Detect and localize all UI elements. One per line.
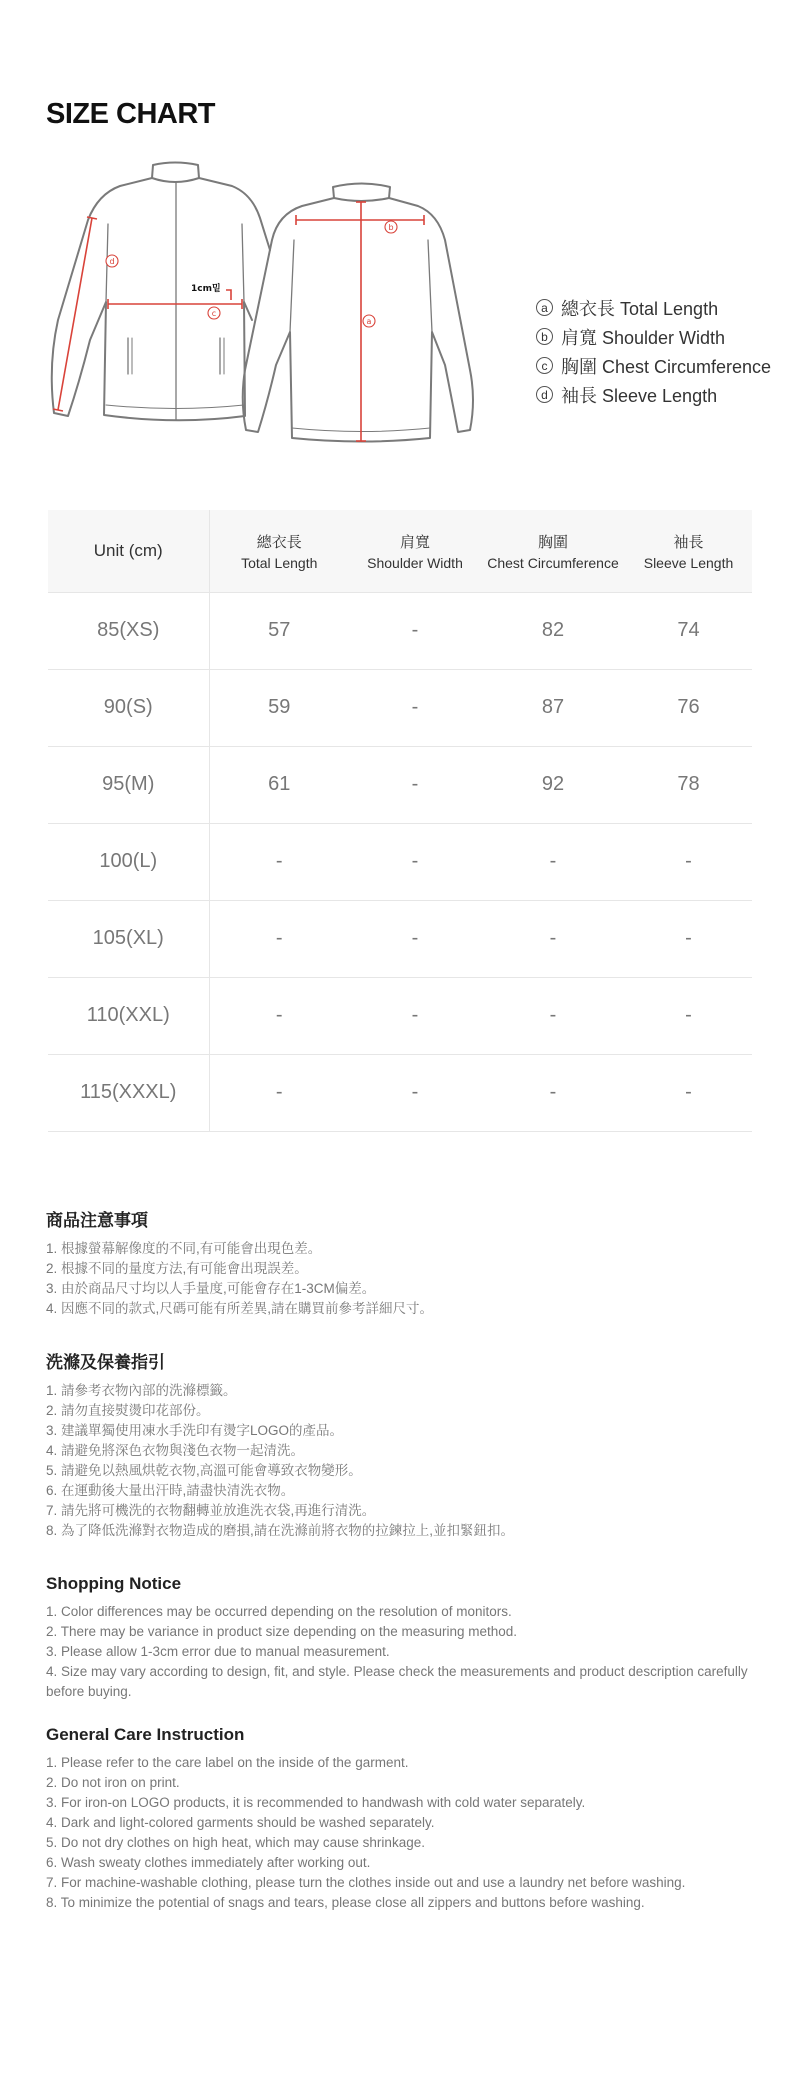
value-cell: -: [481, 977, 625, 1054]
table-row: [48, 977, 752, 1054]
value-cell: -: [349, 823, 481, 900]
value-cell: 92: [481, 746, 625, 823]
value-cell: 82: [481, 592, 625, 669]
list-item: 1. Color differences may be occurred depending on the resolution of monitors.: [46, 1604, 512, 1619]
section-title: 洗滌及保養指引: [46, 1353, 165, 1372]
value-cell: -: [625, 823, 752, 900]
legend-label: 肩寬 Shoulder Width: [561, 327, 726, 348]
value-cell: 57: [209, 592, 349, 669]
value-cell: 59: [209, 669, 349, 746]
value-cell: -: [349, 746, 481, 823]
legend-label: 袖長 Sleeve Length: [561, 385, 718, 406]
value-cell: -: [481, 1054, 625, 1131]
column-header-sleeve-length: 袖長 Sleeve Length: [625, 510, 752, 592]
legend-mark-c: c: [536, 357, 553, 374]
value-cell: 76: [625, 669, 752, 746]
legend-item-sleeve: [536, 380, 771, 409]
list-item: 4. 請避免將深色衣物與淺色衣物一起清洗。: [46, 1443, 305, 1458]
value-cell: -: [349, 592, 481, 669]
back-jacket-outline: [243, 184, 473, 442]
column-header-total-length: 總衣長 Total Length: [209, 510, 349, 592]
list-item: 4. Size may vary according to design, fit, and style. Please check the measurements and product description carefully before buying.: [46, 1664, 748, 1699]
value-cell: -: [625, 900, 752, 977]
list-item: 3. Please allow 1-3cm error due to manual measurement.: [46, 1644, 390, 1659]
list-item: 6. 在運動後大量出汗時,請盡快清洗衣物。: [46, 1483, 295, 1498]
svg-text:a: a: [366, 317, 372, 326]
value-cell: -: [481, 900, 625, 977]
value-cell: 61: [209, 746, 349, 823]
general-care-section: [46, 1725, 756, 1913]
value-cell: 87: [481, 669, 625, 746]
jacket-diagram: [40, 160, 500, 450]
section-title: Shopping Notice: [46, 1574, 182, 1593]
legend-mark-b: b: [536, 328, 553, 345]
shopping-notice-section: [46, 1574, 756, 1702]
list-item: 3. For iron-on LOGO products, it is recommended to handwash with cold water separately.: [46, 1795, 586, 1810]
list-item: 8. 為了降低洗滌對衣物造成的磨損,請在洗滌前將衣物的拉鍊拉上,並扣緊鈕扣。: [46, 1523, 515, 1538]
svg-text:d: d: [109, 257, 115, 266]
list-item: 5. Do not dry clothes on high heat, which may cause shrinkage.: [46, 1835, 425, 1850]
svg-text:b: b: [388, 223, 394, 232]
table-row: [48, 823, 752, 900]
column-header-shoulder-width: 肩寬 Shoulder Width: [349, 510, 481, 592]
size-cell: 115(XXXL): [48, 1054, 209, 1131]
measurement-legend: [536, 293, 771, 409]
notice-list: [46, 1381, 756, 1541]
section-title: General Care Instruction: [46, 1725, 245, 1744]
value-cell: -: [209, 1054, 349, 1131]
measure-markers: [106, 221, 397, 327]
one-cm-label: 1cm밑: [191, 284, 221, 294]
list-item: 7. 請先將可機洗的衣物翻轉並放進洗衣袋,再進行清洗。: [46, 1503, 376, 1518]
size-cell: 90(S): [48, 669, 209, 746]
size-cell: 95(M): [48, 746, 209, 823]
size-cell: 110(XXL): [48, 977, 209, 1054]
legend-mark-a: a: [536, 299, 553, 316]
list-item: 2. 請勿直接熨燙印花部份。: [46, 1403, 210, 1418]
size-table: [48, 510, 752, 1132]
legend-mark-d: d: [536, 386, 553, 403]
list-item: 1. 請參考衣物內部的洗滌標籤。: [46, 1383, 237, 1398]
value-cell: -: [209, 900, 349, 977]
product-notice-section: [46, 1206, 756, 1319]
list-item: 1. 根據螢幕解像度的不同,有可能會出現色差。: [46, 1241, 322, 1256]
value-cell: 78: [625, 746, 752, 823]
list-item: 2. Do not iron on print.: [46, 1775, 180, 1790]
front-jacket-outline: [52, 163, 270, 421]
table-row: [48, 1054, 752, 1131]
list-item: 3. 建議單獨使用凍水手洗印有燙字LOGO的產品。: [46, 1423, 344, 1438]
value-cell: -: [209, 823, 349, 900]
table-row: [48, 900, 752, 977]
notice-list: [46, 1239, 756, 1319]
list-item: 8. To minimize the potential of snags and tears, please close all zippers and buttons before washing.: [46, 1895, 645, 1910]
list-item: 6. Wash sweaty clothes immediately after working out.: [46, 1855, 371, 1870]
value-cell: 74: [625, 592, 752, 669]
section-title: 商品注意事項: [46, 1211, 148, 1230]
table-row: [48, 592, 752, 669]
list-item: 4. 因應不同的款式,尺碼可能有所差異,請在購買前參考詳細尺寸。: [46, 1301, 434, 1316]
size-cell: 85(XS): [48, 592, 209, 669]
value-cell: -: [481, 823, 625, 900]
unit-header: Unit (cm): [48, 510, 209, 592]
legend-label: 總衣長 Total Length: [561, 298, 719, 319]
size-cell: 105(XL): [48, 900, 209, 977]
value-cell: -: [625, 977, 752, 1054]
value-cell: -: [349, 1054, 481, 1131]
list-item: 2. 根據不同的量度方法,有可能會出現誤差。: [46, 1261, 308, 1276]
legend-item-shoulder-width: [536, 322, 771, 351]
value-cell: -: [349, 977, 481, 1054]
notice-list: [46, 1602, 756, 1702]
legend-item-chest: [536, 351, 771, 380]
table-row: [48, 669, 752, 746]
table-body: [48, 592, 752, 1131]
legend-item-total-length: [536, 293, 771, 322]
value-cell: -: [349, 669, 481, 746]
svg-text:c: c: [211, 309, 217, 318]
notice-list: [46, 1753, 756, 1913]
size-cell: 100(L): [48, 823, 209, 900]
list-item: 4. Dark and light-colored garments should be washed separately.: [46, 1815, 435, 1830]
list-item: 2. There may be variance in product size depending on the measuring method.: [46, 1624, 518, 1639]
list-item: 3. 由於商品尺寸均以人手量度,可能會存在1-3CM偏差。: [46, 1281, 376, 1296]
table-row: [48, 746, 752, 823]
list-item: 1. Please refer to the care label on the inside of the garment.: [46, 1755, 409, 1770]
list-item: 7. For machine-washable clothing, please turn the clothes inside out and use a laundry net before washing.: [46, 1875, 686, 1890]
value-cell: -: [209, 977, 349, 1054]
value-cell: -: [349, 900, 481, 977]
list-item: 5. 請避免以熱風烘乾衣物,高溫可能會導致衣物變形。: [46, 1463, 362, 1478]
legend-label: 胸圍 Chest Circumference: [561, 356, 772, 377]
page-title: SIZE CHART: [46, 98, 215, 130]
table-header-row: [48, 510, 752, 592]
care-guide-section: [46, 1348, 756, 1541]
column-header-chest: 胸圍 Chest Circumference: [481, 510, 625, 592]
value-cell: -: [625, 1054, 752, 1131]
